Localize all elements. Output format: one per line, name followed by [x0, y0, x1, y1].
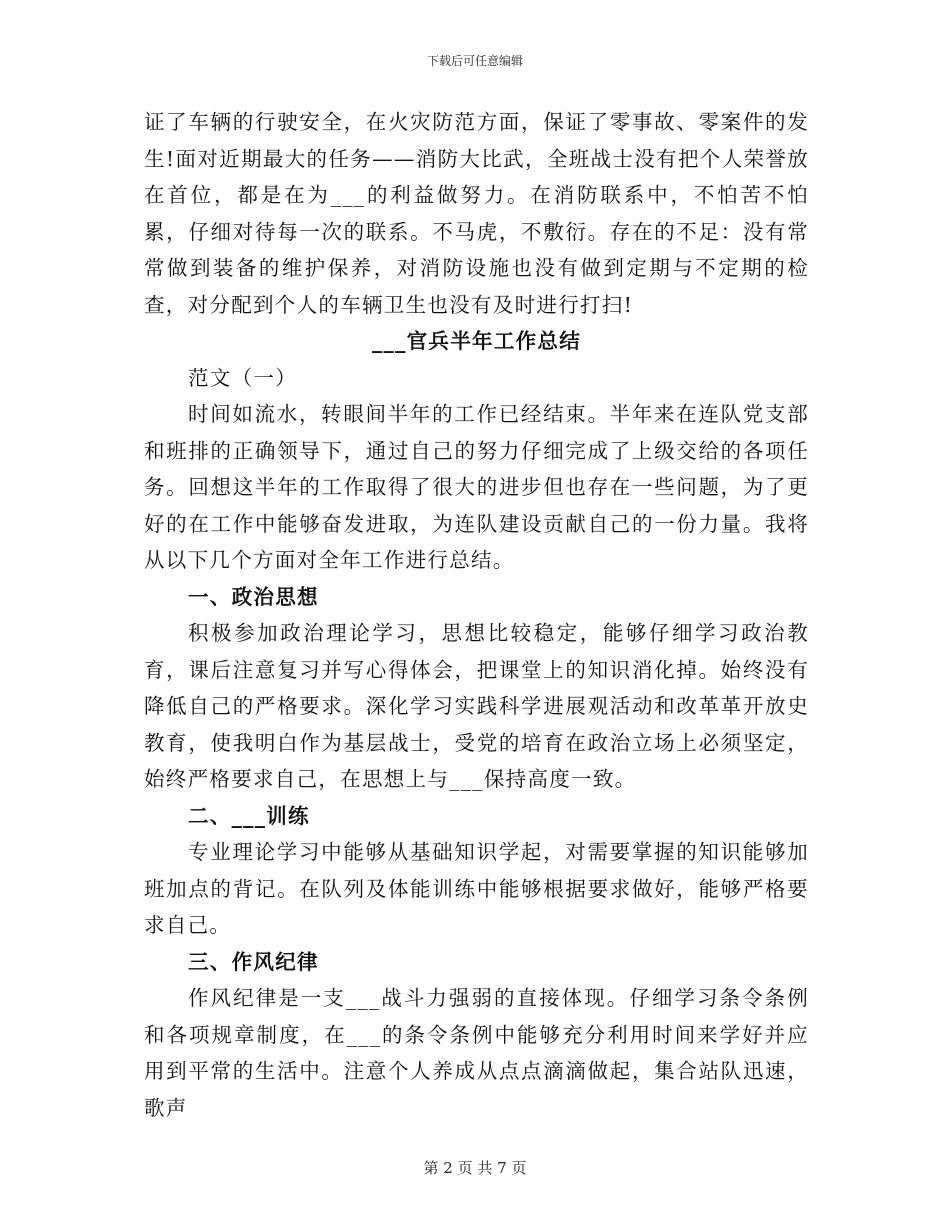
section-heading-training: 二、___训练 [188, 803, 310, 828]
document-subtitle: 范文（一） [188, 365, 297, 390]
page-header-note: 下载后可任意编辑 [426, 54, 523, 68]
section-heading-politics: 一、政治思想 [188, 584, 319, 609]
section-body-training: 专业理论学习中能够从基础知识学起，对需要掌握的知识能够加班加点的背记。在队列及体能训练中能够根据要求做好，能够严格要求自己。 [144, 840, 809, 937]
intro-paragraph: 时间如流水，转眼间半年的工作已经结束。半年来在连队党支部和班排的正确领导下，通过自己的努力仔细完成了上级交给的各项任务。回想这半年的工作取得了很大的进步但也存在一些问题，为了更好的在工作中能够奋发进取，为连队建设贡献自己的一份力量。我将从以下几个方面对全年工作进行总结。 [144, 402, 809, 572]
section-heading-discipline: 三、作风纪律 [188, 949, 319, 974]
page-number: 第 2 页 共 7 页 [423, 1159, 527, 1177]
document-body [144, 104, 809, 1126]
continuation-paragraph: 证了车辆的行驶安全，在火灾防范方面，保证了零事故、零案件的发生!面对近期最大的任务——消防大比武，全班战士没有把个人荣誉放在首位，都是在为___的利益做努力。在消防联系中，不怕苦不怕累，仔细对待每一次的联系。不马虎，不敷衍。存在的不足：没有常常做到装备的维护保养，对消防设施也没有做到定期与不定期的检查，对分配到个人的车辆卫生也没有及时进行打扫! [144, 110, 809, 317]
section-body-discipline: 作风纪律是一支___战斗力强弱的直接体现。仔细学习条令条例和各项规章制度，在___的条令条例中能够充分利用时间来学好并应用到平常的生活中。注意个人养成从点点滴滴做起，集合站队迅速，歌声 [144, 986, 809, 1120]
document-title: ___官兵半年工作总结 [371, 329, 582, 353]
section-body-politics: 积极参加政治理论学习，思想比较稳定，能够仔细学习政治教育，课后注意复习并写心得体会，把课堂上的知识消化掉。始终没有降低自己的严格要求。深化学习实践科学进展观活动和改革革开放史教育，使我明白作为基层战士，受党的培育在政治立场上必须坚定，始终严格要求自己，在思想上与___保持高度一致。 [144, 621, 809, 791]
